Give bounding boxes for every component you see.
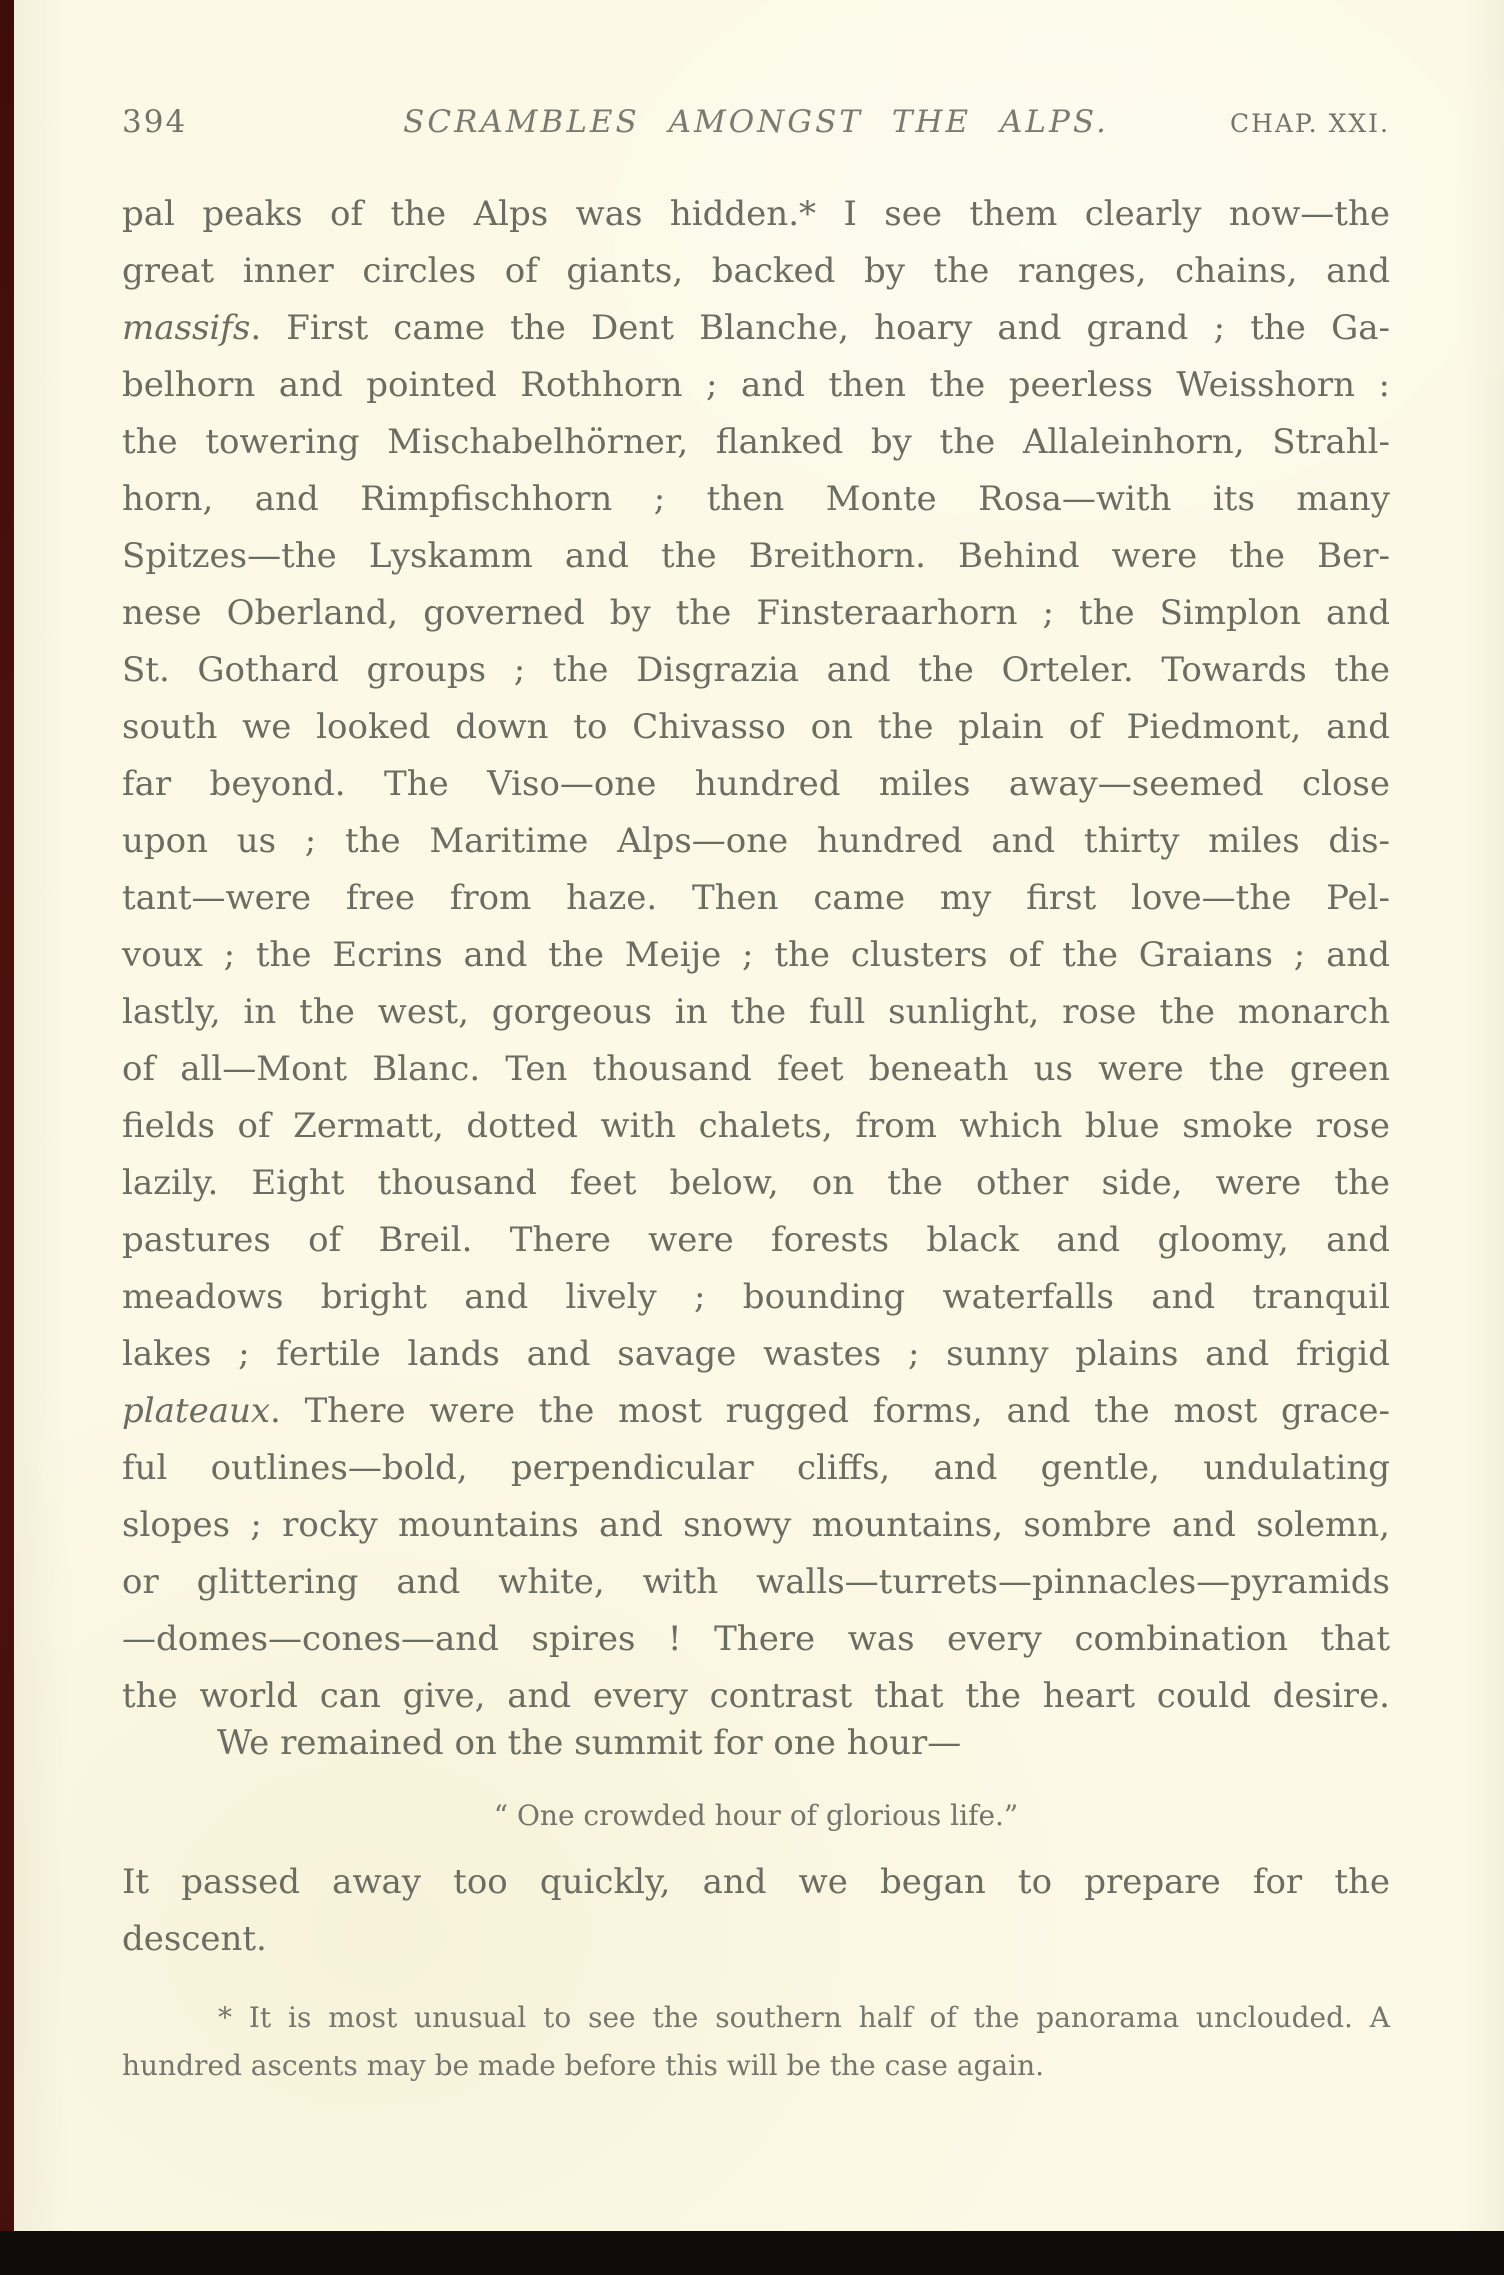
text-line: slopes ; rocky mountains and snowy mountains, sombre and solemn,: [122, 1505, 1390, 1545]
text-line: plateaux. There were the most rugged forms, and the most grace-: [122, 1391, 1390, 1431]
scan-bottom-bar: [0, 2231, 1504, 2275]
text-line: It passed away too quickly, and we began to prepare for the: [122, 1862, 1390, 1902]
text-line: meadows bright and lively ; bounding waterfalls and tranquil: [122, 1277, 1390, 1317]
text-line: Spitzes—the Lyskamm and the Breithorn. Behind were the Ber-: [122, 536, 1390, 576]
text-line: St. Gothard groups ; the Disgrazia and the Orteler. Towards the: [122, 650, 1390, 690]
text-line: tant—were free from haze. Then came my first love—the Pel-: [122, 878, 1390, 918]
text-line: south we looked down to Chivasso on the plain of Piedmont, and: [122, 707, 1390, 747]
text-line: lakes ; fertile lands and savage wastes ; sunny plains and frigid: [122, 1334, 1390, 1374]
text-line: lastly, in the west, gorgeous in the full sunlight, rose the monarch: [122, 992, 1390, 1032]
text-line: ful outlines—bold, perpendicular cliffs, and gentle, undulating: [122, 1448, 1390, 1488]
text-block: [122, 186, 1390, 2090]
text-line: —domes—cones—and spires ! There was every combination that: [122, 1619, 1390, 1659]
text-line: belhorn and pointed Rothhorn ; and then the peerless Weisshorn :: [122, 365, 1390, 405]
book-spine-strip: [0, 0, 14, 2275]
text-line: far beyond. The Viso—one hundred miles away—seemed close: [122, 764, 1390, 804]
text-line: great inner circles of giants, backed by the ranges, chains, and: [122, 251, 1390, 291]
text-line: fields of Zermatt, dotted with chalets, from which blue smoke rose: [122, 1106, 1390, 1146]
text-line: pastures of Breil. There were forests black and gloomy, and: [122, 1220, 1390, 1260]
text-line: voux ; the Ecrins and the Meije ; the clusters of the Graians ; and: [122, 935, 1390, 975]
text-line: horn, and Rimpfischhorn ; then Monte Rosa—with its many: [122, 479, 1390, 519]
paragraph-main: [122, 186, 1390, 1725]
text-line: upon us ; the Maritime Alps—one hundred and thirty miles dis-: [122, 821, 1390, 861]
text-line: the world can give, and every contrast that the heart could desire.: [122, 1676, 1390, 1716]
text-line: pal peaks of the Alps was hidden.* I see them clearly now—the: [122, 194, 1390, 234]
page-number: 394: [122, 104, 188, 140]
text-line: lazily. Eight thousand feet below, on the other side, were the: [122, 1163, 1390, 1203]
running-header: [122, 104, 1390, 140]
text-line: the towering Mischabelhörner, flanked by the Allaleinhorn, Strahl-: [122, 422, 1390, 462]
text-line: descent.: [122, 1919, 267, 1959]
footnote: [122, 1994, 1390, 2090]
chapter-label: CHAP. XXI.: [1229, 109, 1390, 138]
paragraph-summit: We remained on the summit for one hour—: [217, 1723, 962, 1763]
text-line: nese Oberland, governed by the Finsteraarhorn ; the Simplon and: [122, 593, 1390, 633]
text-line: of all—Mont Blanc. Ten thousand feet beneath us were the green: [122, 1049, 1390, 1089]
paragraph-descent: [122, 1854, 1390, 1968]
running-title: SCRAMBLES AMONGST THE ALPS.: [403, 104, 1109, 140]
text-line: hundred ascents may be made before this will be the case again.: [122, 2049, 1045, 2082]
text-line: or glittering and white, with walls—turrets—pinnacles—pyramids: [122, 1562, 1390, 1602]
text-line: massifs. First came the Dent Blanche, hoary and grand ; the Ga-: [122, 308, 1390, 348]
verse-quote: “ One crowded hour of glorious life.”: [493, 1799, 1019, 1832]
text-line: * It is most unusual to see the southern half of the panorama unclouded. A: [218, 2001, 1390, 2034]
